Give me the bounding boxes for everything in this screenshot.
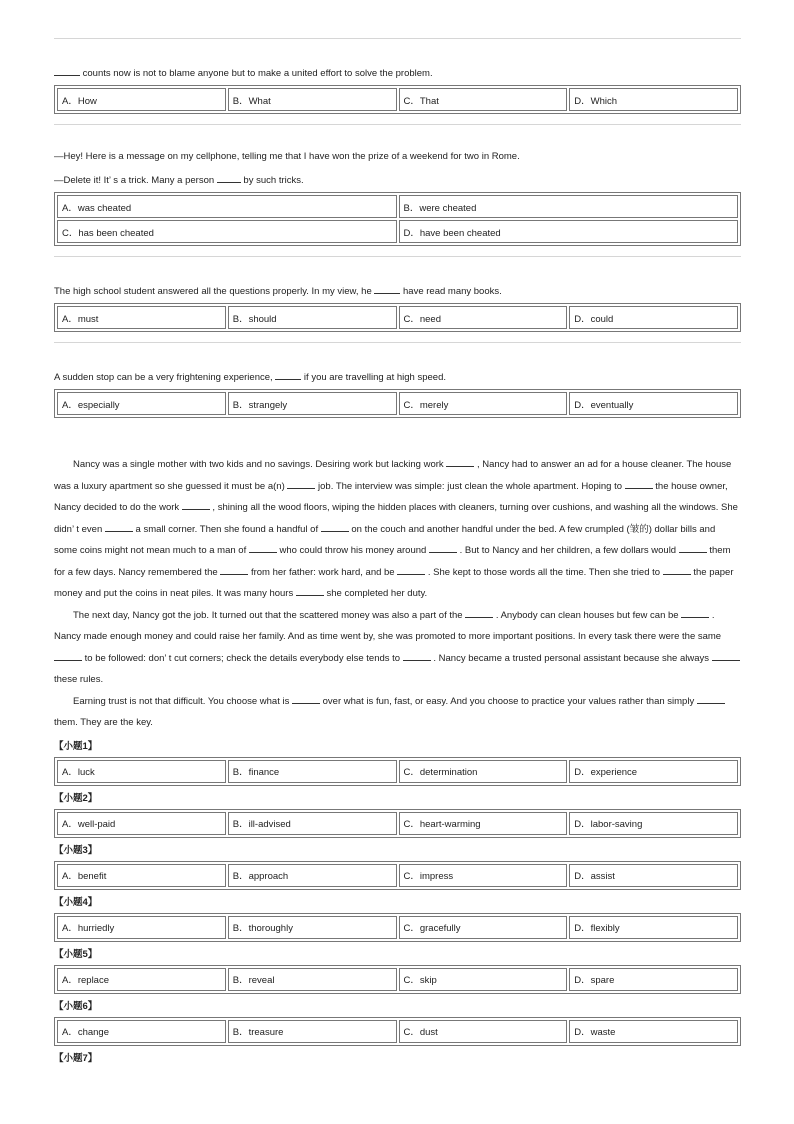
stem-text: —Delete it! It’ s a trick. Many a person	[54, 175, 217, 186]
option-a[interactable]: A．How	[57, 88, 226, 111]
answer-blank	[249, 543, 277, 553]
option-a[interactable]: A．change	[57, 1020, 226, 1043]
question-stem: —Hey! Here is a message on my cellphone, telling me that I have won the prize of a weekend for two in Rome.	[54, 151, 520, 162]
stem-text: have read many books.	[400, 286, 502, 297]
option-b[interactable]: B．finance	[228, 760, 397, 783]
answer-blank	[712, 651, 740, 661]
worksheet-page	[54, 0, 741, 1066]
divider	[54, 38, 741, 39]
answer-blank	[54, 651, 82, 661]
options-table	[54, 861, 741, 890]
stem-text: if you are travelling at high speed.	[301, 372, 446, 383]
question-3	[54, 284, 741, 332]
subquestion-label: 【小题6】	[54, 1000, 98, 1012]
stem-text: counts now is not to blame anyone but to make a united effort to solve the problem.	[80, 68, 433, 79]
option-c[interactable]: C．has been cheated	[57, 220, 397, 243]
option-c[interactable]: C．skip	[399, 968, 568, 991]
question-4	[54, 370, 741, 418]
answer-blank	[217, 173, 241, 183]
option-d[interactable]: D．Which	[569, 88, 738, 111]
stem-text: A sudden stop can be a very frightening experience,	[54, 372, 276, 383]
subquestion-label: 【小题4】	[54, 896, 98, 908]
option-c[interactable]: C．That	[399, 88, 568, 111]
answer-blank	[697, 694, 725, 704]
question-stem	[54, 66, 741, 81]
answer-blank	[321, 522, 349, 532]
subquestion-label: 【小题1】	[54, 740, 98, 752]
option-a[interactable]: A．replace	[57, 968, 226, 991]
option-b[interactable]: B．What	[228, 88, 397, 111]
answer-blank	[625, 479, 653, 489]
option-a[interactable]: A．hurriedly	[57, 916, 226, 939]
option-d[interactable]: D．waste	[569, 1020, 738, 1043]
answer-blank	[275, 370, 301, 380]
option-d[interactable]: D．assist	[569, 864, 738, 887]
answer-blank	[296, 586, 324, 596]
answer-blank	[681, 608, 709, 618]
option-d[interactable]: D．spare	[569, 968, 738, 991]
answer-blank	[663, 565, 691, 575]
answer-blank	[54, 66, 80, 76]
options-table	[54, 913, 741, 942]
option-a[interactable]: A．well-paid	[57, 812, 226, 835]
answer-blank	[429, 543, 457, 553]
question-stem-line2	[54, 173, 741, 188]
answer-blank	[220, 565, 248, 575]
options-table	[54, 192, 741, 246]
subquestions	[54, 740, 741, 1066]
option-c[interactable]: C．merely	[399, 392, 568, 415]
option-c[interactable]: C．dust	[399, 1020, 568, 1043]
option-b[interactable]: B．thoroughly	[228, 916, 397, 939]
option-b[interactable]: B．should	[228, 306, 397, 329]
option-d[interactable]: D．eventually	[569, 392, 738, 415]
answer-blank	[679, 543, 707, 553]
answer-blank	[105, 522, 133, 532]
option-d[interactable]: D．labor-saving	[569, 812, 738, 835]
options-table	[54, 809, 741, 838]
subquestion-label: 【小题2】	[54, 792, 98, 804]
option-c[interactable]: C．need	[399, 306, 568, 329]
question-stem	[54, 284, 741, 299]
answer-blank	[182, 500, 210, 510]
cloze-passage	[54, 454, 741, 734]
answer-blank	[287, 479, 315, 489]
option-a[interactable]: A．luck	[57, 760, 226, 783]
option-c[interactable]: C．determination	[399, 760, 568, 783]
answer-blank	[465, 608, 493, 618]
passage-paragraph-1: Nancy was a single mother with two kids and no savings. Desiring work but lacking work , Nancy had to answer an ad for a house cleaner. The house was a luxury apartment so she guessed it must be a(n) job. The interview was simple: just clean the whole apartment. Hoping to the house owner, Nancy decided to do the work , shining all the wood floors, wiping the hidden places with cleaners, turning over cushions, and washing all the windows. She didn’ t even a small corner. Then she found a handful of on the couch and another handful under the bed. A few crumpled (皱的) dollar bills and some coins might not mean much to a man of who could throw his money around . But to Nancy and her children, a few dollars would them for a few days. Nancy remembered the from her father: work hard, and be . She kept to those words all the time. Then she tried to the paper money and put the coins in neat piles. It was many hours she completed her duty.	[54, 459, 738, 599]
passage-paragraph-2: The next day, Nancy got the job. It turned out that the scattered money was also a part of the . Anybody can clean houses but few can be . Nancy made enough money and could raise her family. And as time went by, she was promoted to more important positions. In every task there were the same to be followed: don’ t cut corners; check the details everybody else tends to . Nancy became a trusted personal assistant because she always these rules.	[54, 605, 741, 691]
option-d[interactable]: D．have been cheated	[399, 220, 739, 243]
passage-paragraph-3: Earning trust is not that difficult. You choose what is over what is fun, fast, or easy. And you choose to practice your values rather than simply them. They are the key.	[54, 691, 741, 734]
option-d[interactable]: D．could	[569, 306, 738, 329]
option-b[interactable]: B．reveal	[228, 968, 397, 991]
options-table	[54, 303, 741, 332]
option-c[interactable]: C．heart-warming	[399, 812, 568, 835]
answer-blank	[397, 565, 425, 575]
subquestion-label: 【小题7】	[54, 1052, 98, 1064]
answer-blank	[374, 284, 400, 294]
option-a[interactable]: A．was cheated	[57, 195, 397, 218]
option-b[interactable]: B．ill-advised	[228, 812, 397, 835]
option-c[interactable]: C．impress	[399, 864, 568, 887]
option-a[interactable]: A．especially	[57, 392, 226, 415]
answer-blank	[403, 651, 431, 661]
options-table	[54, 85, 741, 114]
options-table	[54, 389, 741, 418]
stem-text: by such tricks.	[240, 175, 304, 186]
option-c[interactable]: C．gracefully	[399, 916, 568, 939]
divider	[54, 342, 741, 343]
option-d[interactable]: D．flexibly	[569, 916, 738, 939]
option-b[interactable]: B．were cheated	[399, 195, 739, 218]
divider	[54, 256, 741, 257]
subquestion-label: 【小题3】	[54, 844, 98, 856]
answer-blank	[292, 694, 320, 704]
stem-text: The high school student answered all the questions properly. In my view, he	[54, 286, 375, 297]
option-a[interactable]: A．benefit	[57, 864, 226, 887]
question-1	[54, 66, 741, 114]
option-b[interactable]: B．strangely	[228, 392, 397, 415]
question-stem	[54, 370, 741, 385]
option-b[interactable]: B．approach	[228, 864, 397, 887]
subquestion-label: 【小题5】	[54, 948, 98, 960]
option-a[interactable]: A．must	[57, 306, 226, 329]
option-b[interactable]: B．treasure	[228, 1020, 397, 1043]
options-table	[54, 965, 741, 994]
divider	[54, 124, 741, 125]
answer-blank	[446, 457, 474, 467]
options-table	[54, 1017, 741, 1046]
question-2	[54, 150, 741, 246]
option-d[interactable]: D．experience	[569, 760, 738, 783]
options-table	[54, 757, 741, 786]
